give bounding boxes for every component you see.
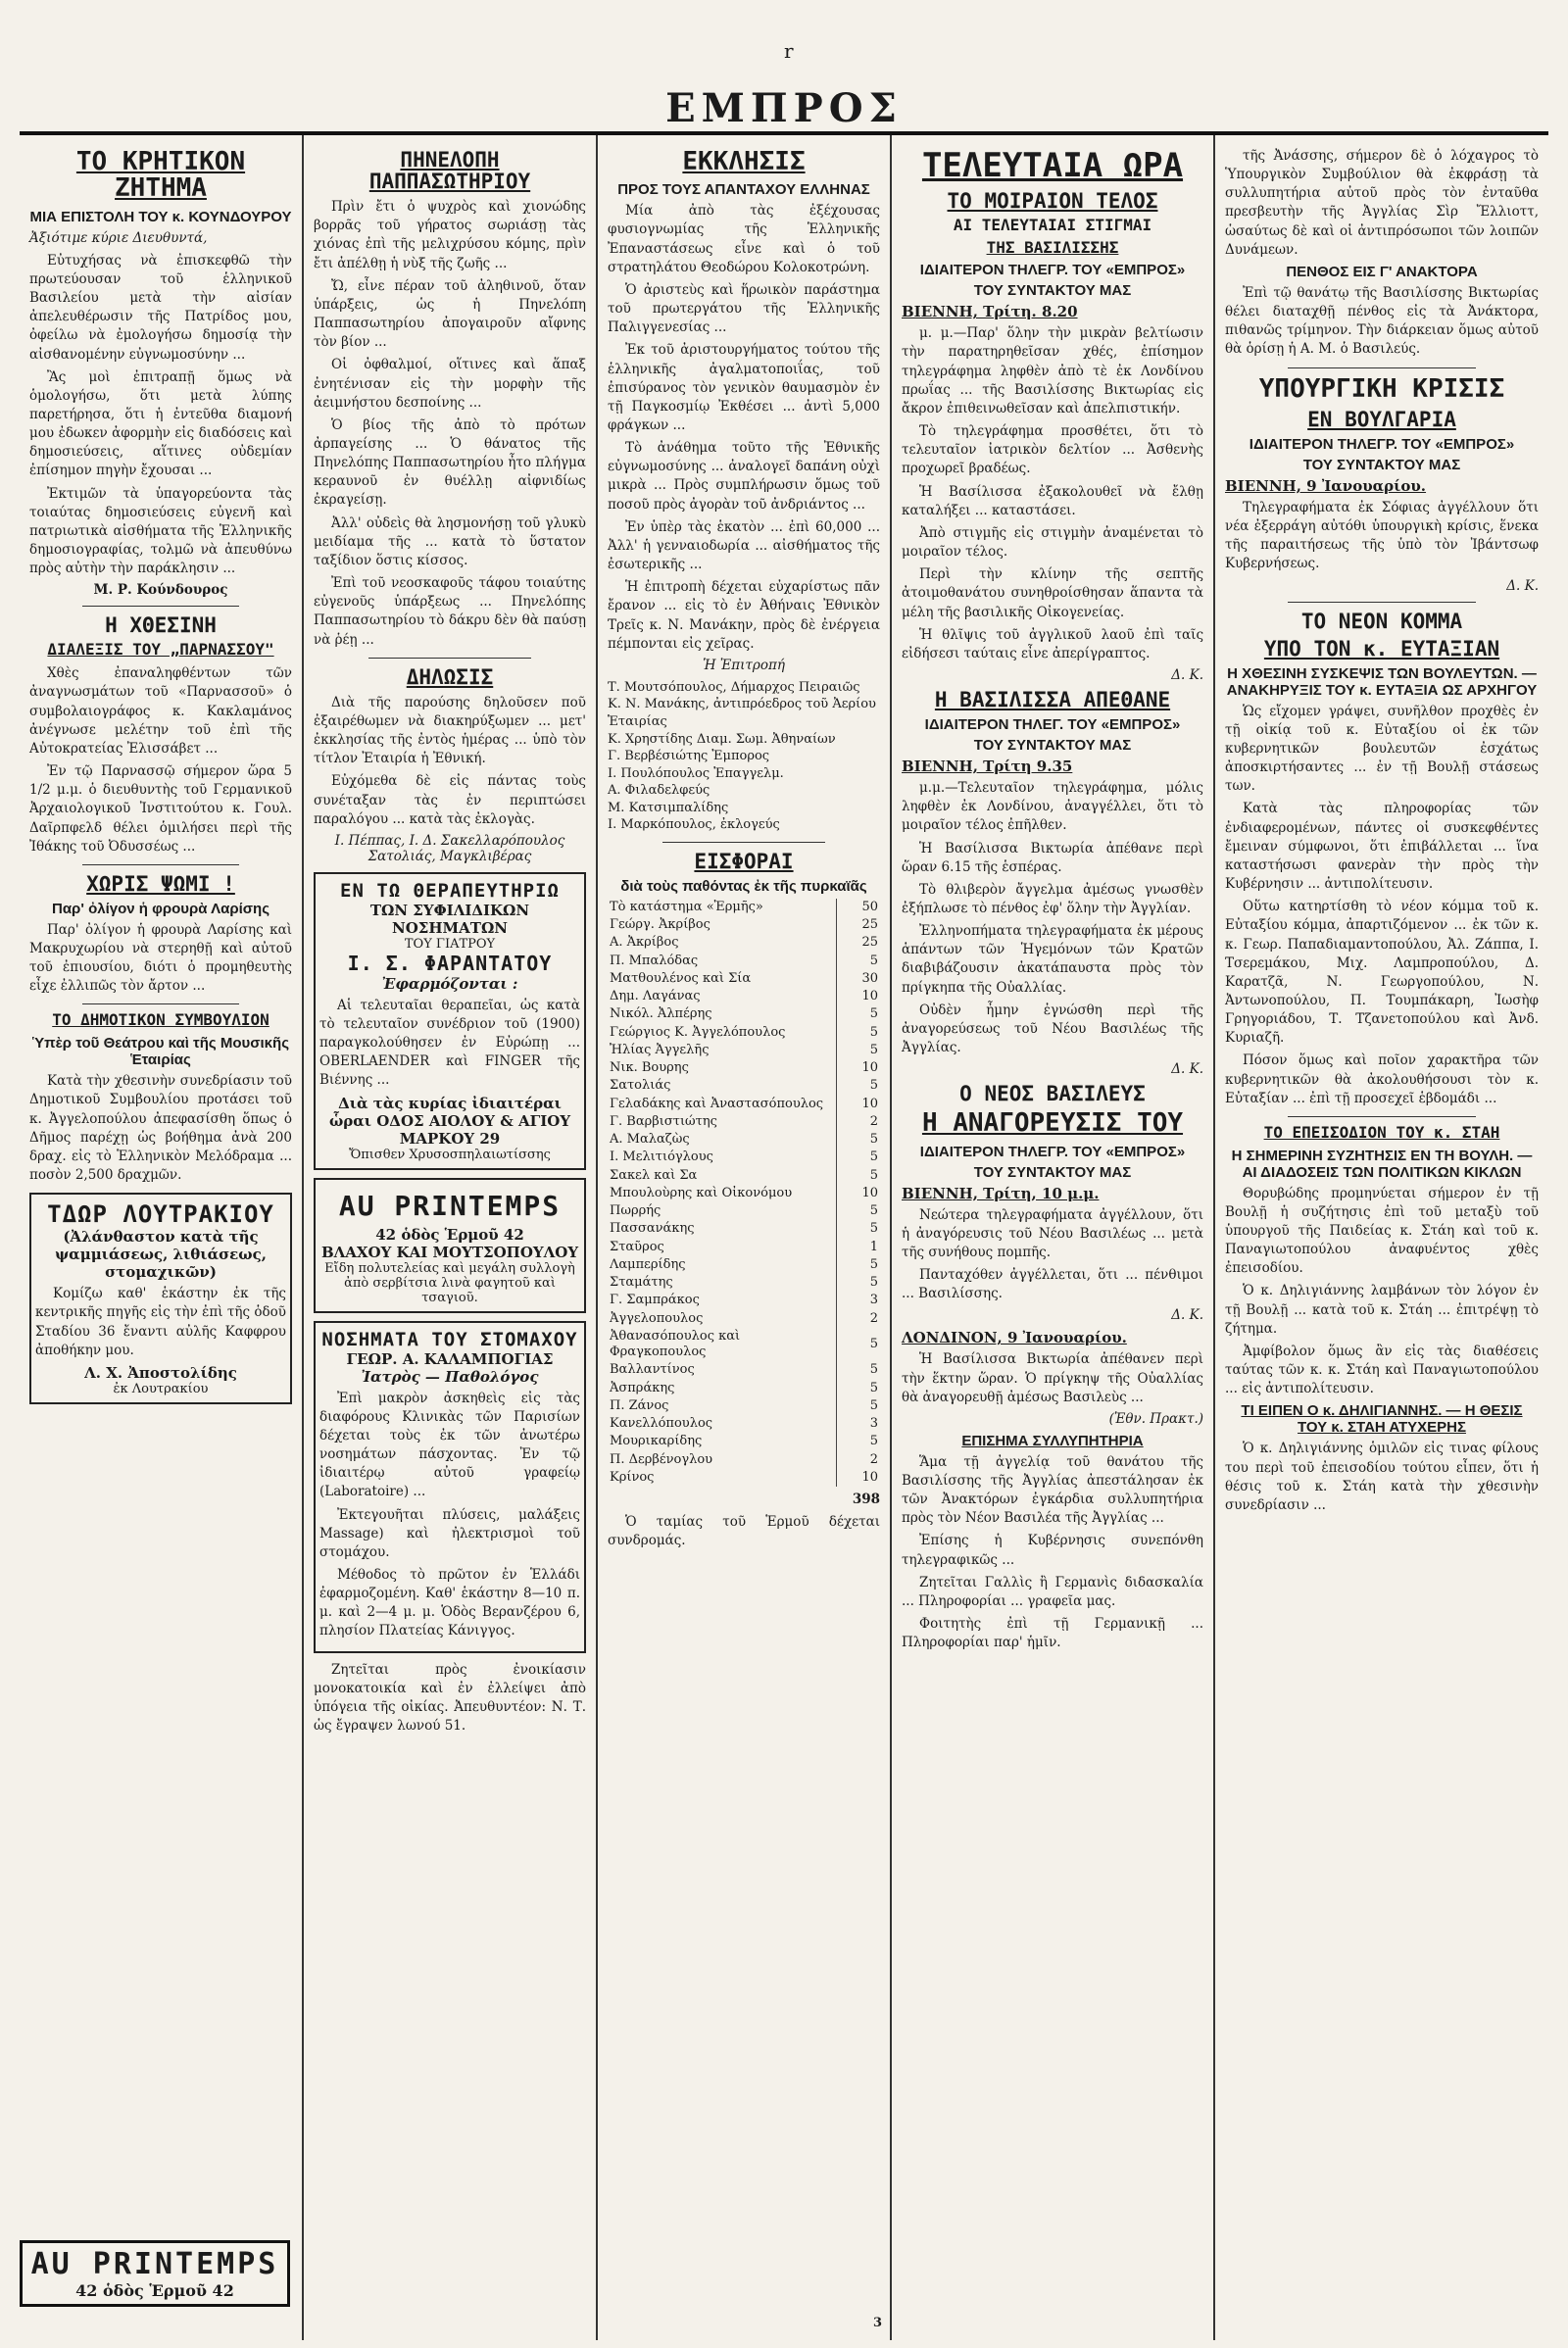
article-paragraph: Διὰ τῆς παρούσης δηλοῦσεν ποῦ ἐξαιρέθωμεν νὰ διακηρύξωμεν ... μετ' ἐκκλησίας τῆς ἐντὸς ἡμέρας ... ὑπὸ τὸν τίτλον Ἐταιρία ἡ Ἐθνική. xyxy=(314,694,586,767)
donation-amount: 1 xyxy=(837,1239,881,1256)
telegram-label: ΤΟΥ ΣΥΝΤΑΚΤΟΥ ΜΑΣ xyxy=(973,282,1132,300)
donor-name: Γεώργ. Ἀκρίβος xyxy=(610,917,710,933)
headline-without-bread: ΧΩΡΙΣ ΨΩΜΙ ! xyxy=(86,871,235,896)
donation-row xyxy=(608,1361,880,1379)
ad-line: ΤΟΥ ΓΙΑΤΡΟΥ xyxy=(404,936,496,952)
ad-title: AU PRINTEMPS xyxy=(338,1189,562,1222)
donor-name: Μουρικαρίδης xyxy=(610,1434,703,1449)
headline-yesterday-lecture: Η ΧΘΕΣΙΝΗ xyxy=(105,613,217,638)
article-paragraph: Ἐκτιμῶν τὰ ὑπαγορεύοντα τὰς τοιαύτας δημοσιεύσεις εὐγενῆ καὶ πατριωτικὰ αἰσθήματα τῆς Ἑλληνικῆς δημοσιογραφίας, τολμῶ νὰ ἀπευθύνω πρὸς αὐτὴν τὴν παράκλησιν ... xyxy=(29,485,292,577)
headline-ministerial-crisis: ΥΠΟΥΡΓΙΚΗ ΚΡΙΣΙΣ xyxy=(1258,373,1505,404)
article-paragraph: Ἐπὶ τοῦ νεοσκαφοῦς τάφου τοιαύτης εὐγενοῦς ὑπάρξεως ... Πηνελόπης Παππασωτηρίου τὸ δάκρυ δὲν θὰ παύσῃ νὰ ῥέῃ ... xyxy=(314,575,586,648)
committee-member: Κ. Ν. Μανάκης, ἀντιπρόεδρος τοῦ Ἀερίου Ἑταιρίας xyxy=(608,697,876,729)
donation-row xyxy=(608,1292,880,1309)
ad-title: ΕΝ ΤΩ ΘΕΡΑΠΕΥΤΗΡΙΩ xyxy=(340,879,560,902)
separator xyxy=(1288,367,1476,368)
donation-row xyxy=(608,1274,880,1292)
article-paragraph: Τηλεγραφήματα ἐκ Σόφιας ἀγγέλλουν ὅτι νέα ἐξερράγη αὐτόθι ὑπουργικὴ κρίσις, ἕνεκα τῆς παραιτήσεως τῆς ὑπὸ τὸν Ἰβάντσωφ Κυβερνήσεως. xyxy=(1225,499,1539,572)
signature: Δ. Κ. xyxy=(1506,577,1539,594)
dateline: ΒΙΕΝΝΗ, Τρίτη 9.35 xyxy=(902,758,1073,776)
donation-row xyxy=(608,899,880,916)
separator xyxy=(368,658,532,659)
donor-name: Δημ. Λαγάνας xyxy=(610,989,701,1004)
article-paragraph: Χθὲς ἐπαναληφθέντων τῶν ἀναγνωσμάτων τοῦ «Παρνασσοῦ» ὁ συμβολαιογράφος κ. Κακλαμάνος ἀνέγνωσε μελέτην τοῦ ἐπὶ τῆς Αὐτοκρατείας Ἐλισσάβετ ... xyxy=(29,665,292,757)
donor-name: Πασσανάκης xyxy=(610,1221,695,1237)
ad-title: ΤΔΩΡ ΛΟΥΤΡΑΚΙΟΥ xyxy=(47,1200,274,1229)
signature: Δ. Κ. xyxy=(1171,1307,1203,1324)
donations-table xyxy=(608,899,880,1487)
donation-amount: 50 xyxy=(837,899,881,916)
article-paragraph: Ἀπὸ στιγμῆς εἰς στιγμὴν ἀναμένεται τὸ μοιραῖον τέλος. xyxy=(902,524,1203,561)
donation-row xyxy=(608,1328,880,1362)
headline-last-hour: ΤΕΛΕΥΤΑΙΑ ΩΡΑ xyxy=(921,146,1184,185)
subhead-debate: Η ΣΗΜΕΡΙΝΗ ΣΥΖΗΤΗΣΙΣ ΕΝ ΤΗ ΒΟΥΛΗ. — ΑΙ ΔΙΑΔΟΣΕΙΣ ΤΩΝ ΠΟΛΙΤΙΚΩΝ ΚΙΚΛΩΝ xyxy=(1231,1147,1533,1181)
article-paragraph: Ἡ ἐπιτροπὴ δέχεται εὐχαρίστως πᾶν ἔρανον ... εἰς τὸ ἐν Ἀθήναις Ἐθνικὸν Τρεῖς κ. Ν. Μανάκην, πρὸς δὲ ἐνέργεια πέμπονται εἰς χεῖρας. xyxy=(608,579,880,652)
ad-au-printemps xyxy=(314,1178,586,1313)
telegram-label: ΤΟΥ ΣΥΝΤΑΚΤΟΥ ΜΑΣ xyxy=(1302,456,1461,473)
donation-amount: 2 xyxy=(837,1113,881,1131)
donor-name: Γεώργιος Κ. Ἀγγελόπουλος xyxy=(610,1024,786,1040)
column-5 xyxy=(1215,135,1548,2340)
donation-amount: 5 xyxy=(837,1149,881,1166)
article-paragraph: μ. μ.—Παρ' ὅλην τὴν μικρὰν βελτίωσιν τὴν παρατηρηθεῖσαν χθές, ἐπίσημον τηλεγράφημα ληφθὲν ἀπὸ τὲ ἐκ Λονδίνου πρωΐας ... τῆς Βασιλίσσης Βικτωρίας εἰς ἄκρον ἐπιθεινωθεῖσαν καὶ ἀπελπιστικήν. xyxy=(902,325,1203,416)
article-paragraph: Πόσον ὅμως καὶ ποῖον χαρακτῆρα τῶν κυβερνητικῶν θὰ ἀκολουθήσουσι τὸν κ. Εὐταξίαν ... ἐπὶ τῇ προσεχεῖ ἑβδομάδι ... xyxy=(1225,1052,1539,1106)
donor-name: Νικόλ. Ἀλπέρης xyxy=(610,1006,712,1022)
donation-row xyxy=(608,1202,880,1220)
donation-row xyxy=(608,1256,880,1274)
telegram-label: ΙΔΙΑΙΤΕΡΟΝ ΤΗΛΕΓΡ. ΤΟΥ «ΕΜΠΡΟΣ» xyxy=(919,262,1186,279)
headline-eftaxias: ΥΠΟ ΤΟΝ κ. ΕΥΤΑΞΙΑΝ xyxy=(1263,636,1500,660)
separator xyxy=(1288,602,1476,603)
classified-ad: Ζητεῖται Γαλλὶς ἢ Γερμανὶς διδασκαλία ... Πληροφορίαι ... γραφεῖα μας. xyxy=(902,1574,1203,1609)
donation-amount: 5 xyxy=(837,1380,881,1397)
masthead-title: ΕΜΠΡΟΣ xyxy=(665,85,903,131)
article-paragraph: Ἐπὶ τῷ θανάτῳ τῆς Βασιλίσσης Βικτωρίας θέλει διαταχθῇ πένθος εἰς τὰ Ἀνάκτορα, πιθανῶς τρίμηνον. Τὴν διάρκειαν ὅμως αὐτοῦ θὰ ὁρίσῃ ἡ Α. Μ. ὁ Βασιλεύς. xyxy=(1225,284,1539,358)
ad-au-printemps-footer xyxy=(20,2240,290,2307)
ad-body: Ἐκτεγουῆται πλύσεις, μαλάξεις Massage) καὶ ἠλεκτρισμοὶ τοῦ στομάχου. xyxy=(319,1506,580,1560)
masthead xyxy=(20,18,1548,131)
donation-row xyxy=(608,1149,880,1166)
article-paragraph: Ὁ βίος τῆς ἀπὸ τὸ πρότων ἀρπαγείσης ... Ὁ θάνατος τῆς Πηνελόπης Παππασωτηρίου ἦτο πλήγμα κεραυνοῦ ἐν θυέλλῃ αἰφνιδίως ἐκραγείσῃ. xyxy=(314,416,586,509)
donor-name: Λαμπερίδης xyxy=(610,1256,686,1272)
ad-loutraki-water xyxy=(29,1193,292,1404)
ad-line: Ὄπισθεν Χρυσοσπηλαιωτίσσης xyxy=(349,1147,551,1162)
headline-deligiannis: ΤΙ ΕΙΠΕΝ Ο κ. ΔΗΛΙΓΙΑΝΝΗΣ. — Η ΘΕΣΙΣ ΤΟΥ κ. ΣΤΑΗ ΑΤΥΧΕΡΗΣ xyxy=(1241,1402,1523,1437)
columns xyxy=(20,135,1548,2340)
ad-subtitle: (Ἀλάνθαστον κατὰ τῆς ψαμμιάσεως, λιθιάσεως, στομαχικῶν) xyxy=(55,1228,267,1282)
donation-row xyxy=(608,1042,880,1059)
headline-queen-died: Η ΒΑΣΙΛΙΣΣΑ ΑΠΕΘΑΝΕ xyxy=(934,687,1171,711)
column-4 xyxy=(892,135,1215,2340)
article-paragraph: Οἱ ὀφθαλμοί, οἵτινες καὶ ἅπαξ ἐνητένισαν εἰς τὴν μορφὴν τῆς ἀειμνήστου δεσποίνης ... xyxy=(314,357,586,411)
article-paragraph: Ἡ θλῖψις τοῦ ἀγγλικοῦ λαοῦ ἐπὶ ταῖς εἰδήσεσι ταύταις εἶνε ἀπερίγραπτος. xyxy=(902,626,1203,661)
committee-member: Τ. Μουτσόπουλος, Δήμαρχος Πειραιῶς xyxy=(608,679,860,695)
donation-amount: 5 xyxy=(837,1077,881,1095)
article-paragraph: Τὸ θλιβερὸν ἄγγελμα ἀμέσως γνωσθὲν ἐξήπλωσε τὸ πένθος ἐφ' ὅλην τὴν Ἀγγλίαν. xyxy=(902,881,1203,916)
ad-doctor-name: ΓΕΩΡ. Α. ΚΑΛΑΜΠΟΓΙΑΣ xyxy=(346,1349,554,1368)
ad-address: Διὰ τὰς κυρίας ἰδιαιτέραι ὧραι ΟΔΟΣ ΑΙΟΛΟΥ & ΑΓΙΟΥ ΜΑΡΚΟΥ 29 xyxy=(328,1094,571,1148)
committee-member: Μ. Κατσιμπαλίδης xyxy=(608,800,729,815)
separator xyxy=(1288,1116,1476,1117)
total-value: 398 xyxy=(852,1492,880,1508)
donor-name: Κανελλόπουλος xyxy=(610,1416,713,1432)
headline-last-moments: ΑΙ ΤΕΛΕΥΤΑΙΑΙ ΣΤΙΓΜΑΙ xyxy=(953,215,1152,234)
donation-row xyxy=(608,1059,880,1077)
article-paragraph: Οὐδὲν ἦμην ἐγνώσθη περὶ τῆς ἀναγορεύσεως τοῦ Νέου Βασιλέως τῆς Ἀγγλίας. xyxy=(902,1002,1203,1056)
donor-name: Ἀγγελοπουλος xyxy=(610,1310,704,1326)
article-paragraph: Ἀλλ' οὐδεὶς θὰ λησμονήσῃ τοῦ γλυκὺ μειδίαμα τῆς ... κατὰ τὸ ὕστατον ταξίδιον ὅστις κίσσος. xyxy=(314,514,586,568)
subhead-appeal: ΠΡΟΣ ΤΟΥΣ ΑΠΑΝΤΑΧΟΥ ΕΛΛΗΝΑΣ xyxy=(617,181,870,199)
headline-of-queen: ΤΗΣ ΒΑΣΙΛΙΣΣΗΣ xyxy=(986,237,1119,257)
headline-declaration: ΔΗΛΩΣΙΣ xyxy=(406,664,494,689)
donation-row xyxy=(608,934,880,952)
article-paragraph: Πρὶν ἔτι ὁ ψυχρὸς καὶ χιονώδης βορρᾶς τοῦ γήρατος σωριάσῃ τὰς χιόνας ἐπὶ τῆς μελιχρύσου κόμης, πρὶν ἔτι ἀπέλθῃ ἡ νὺξ τῆς ζωῆς ... xyxy=(314,199,586,271)
donation-amount: 10 xyxy=(837,1096,881,1113)
donor-name: Γελαδάκης καὶ Ἀναστασόπουλος xyxy=(610,1096,824,1111)
donation-row xyxy=(608,988,880,1005)
donation-row xyxy=(608,1096,880,1113)
article-paragraph: Ἐν ὑπὲρ τὰς ἑκατὸν ... ἐπὶ 60,000 ... Ἀλλ' ἡ γενναιοδωρία ... αἰσθήματος τῆς ἐσωτερικῆς ... xyxy=(608,518,880,573)
donation-amount: 5 xyxy=(837,953,881,970)
article-paragraph: Ἡ Βασίλισσα Βικτωρία ἀπέθανεν περὶ τὴν ἕκτην ὥραν. Ὁ πρίγκηψ τῆς Οὐαλλίας θὰ ἀναγορευθῇ ἀμέσως Βασιλεὺς ... xyxy=(902,1351,1203,1405)
subhead-koundouros-letter: ΜΙΑ ΕΠΙΣΤΟΛΗ ΤΟΥ κ. ΚΟΥΝΔΟΥΡΟΥ xyxy=(29,208,292,225)
donations-footnote: Ὁ ταμίας τοῦ Ἑρμοῦ δέχεται συνδρομάς. xyxy=(608,1514,880,1549)
donor-name: Α. Μαλαζὼς xyxy=(610,1132,690,1148)
headline-contributions: ΕΙΣΦΟΡΑΙ xyxy=(694,849,794,873)
ad-line: Ἐφαρμόζονται : xyxy=(381,974,518,993)
article-paragraph: Πανταχόθεν ἀγγέλλεται, ὅτι ... πένθιμοι ... Βασιλίσσης. xyxy=(902,1267,1203,1302)
article-paragraph: Οὕτω κατηρτίσθη τὸ νέον κόμμα τοῦ κ. Εὐταξίου κόμμα, ἀπαρτιζόμενον ... ἐκ τῶν κ. κ. Γεωρ. Παπαδιαμαντοπούλου, Ἀλ. Ζάππα, Ι. Τσερεμάκου, Μιχ. Λαμπροπούλου, Δ. Καρατζᾶ, Ν. Γεωργοπούλου, Ν. Ἀντωνοπούλου, Π. Τουμπάκαρη, Ἰωσὴφ Γρηγοριάδου, Τ. Τζανετοπούλου καὶ Ἀνδ. Κυριαζῆ. xyxy=(1225,899,1539,1047)
article-paragraph: Ὡς εἴχομεν γράψει, συνῆλθον προχθὲς ἐν τῇ οἰκίᾳ τοῦ κ. Εὐταξίου οἱ ἐκ τῶν κυβερνητικῶν βουλευτῶν ἐσχάτως ἀποσκιρτήσαντες ... ἐν τῇ Βουλῇ στάσεως των. xyxy=(1225,703,1539,795)
committee-member: Ι. Πουλόπουλος Ἐπαγγελμ. xyxy=(608,765,784,781)
donation-amount: 5 xyxy=(837,1167,881,1185)
donation-amount: 5 xyxy=(837,1361,881,1379)
dateline: ΒΙΕΝΝΗ, Τρίτη, 10 μ.μ. xyxy=(902,1184,1100,1202)
ad-signature: Λ. Χ. Ἀποστολίδης xyxy=(84,1363,237,1382)
signature: Ι. Πέππας, Ι. Δ. Σακελλαρόπουλος Σατολιάς, Μαγκλιβέρας xyxy=(334,832,565,864)
donation-amount: 3 xyxy=(837,1415,881,1433)
donor-name: Ἠλίας Ἀγγελῆς xyxy=(610,1042,710,1057)
donation-amount: 5 xyxy=(837,1024,881,1042)
telegram-label: ΤΟΥ ΣΥΝΤΑΚΤΟΥ ΜΑΣ xyxy=(973,1163,1132,1181)
separator xyxy=(82,864,240,865)
ad-body: Αἱ τελευταῖαι θεραπεῖαι, ὡς κατὰ τὸ τελευταῖον συνέδριον τοῦ (1900) παραγκολούθησεν ἐν Εὐρώπῃ ... OBERLAENDER καὶ FINGER τῆς Βιέννης ... xyxy=(319,997,580,1089)
donation-row xyxy=(608,1397,880,1415)
dateline: ΒΙΕΝΝΗ, Τρίτη. 8.20 xyxy=(902,303,1078,321)
donation-row xyxy=(608,1415,880,1433)
telegram-label: ΙΔΙΑΙΤΕΡΟΝ ΤΗΛΕΓΡ. ΤΟΥ «ΕΜΠΡΟΣ» xyxy=(1249,435,1515,453)
donor-name: Βαλλαντίνος xyxy=(610,1362,695,1378)
headline-cretan-question: ΤΟ ΚΡΗΤΙΚΟΝ ΖΗΤΗΜΑ xyxy=(75,147,246,204)
ad-specialty: Ἰατρὸς — Παθολόγος xyxy=(361,1367,539,1386)
donor-name: Α. Ἀκρίβος xyxy=(610,935,679,951)
donation-amount: 5 xyxy=(837,1433,881,1450)
article-paragraph: μ.μ.—Τελευταῖον τηλεγράφημα, μόλις ληφθὲν ἐκ Λονδίνου, ἀναγγέλλει, ὅτι τὸ μοιραῖον τέλος ἐπῆλθεν. xyxy=(902,780,1203,834)
subhead-meeting: Η ΧΘΕΣΙΝΗ ΣΥΣΚΕΨΙΣ ΤΩΝ ΒΟΥΛΕΥΤΩΝ. — ΑΝΑΚΗΡΥΞΙΣ ΤΟΥ κ. ΕΥΤΑΞΙΑ ΩΣ ΑΡΧΗΓΟΥ xyxy=(1226,664,1538,699)
donor-name: Σακελ καὶ Σα xyxy=(610,1167,698,1183)
telegram-label: ΙΔΙΑΙΤΕΡΟΝ ΤΗΛΕΓΡ. ΤΟΥ «ΕΜΠΡΟΣ» xyxy=(919,1143,1186,1160)
donation-amount: 3 xyxy=(837,1292,881,1309)
article-paragraph: Ἡ Βασίλισσα ἐξακολουθεῖ νὰ ἔλθῃ καταλήξει ... καταστάσει. xyxy=(902,483,1203,518)
ad-address: 42 ὁδὸς Ἑρμοῦ 42 xyxy=(375,1225,524,1244)
headline-fatal-end: ΤΟ ΜΟΙΡΑΙΟΝ ΤΕΛΟΣ xyxy=(947,188,1158,213)
headline-new-party: ΤΟ ΝΕΟΝ ΚΟΜΜΑ xyxy=(1300,609,1463,633)
donation-row xyxy=(608,1380,880,1397)
article-paragraph: Ἀμφίβολον ὅμως ἂν εἰς τὰς διαθέσεις ταύτας τῶν κ. κ. Στάη καὶ Παναγιωτοπούλου ... εἰς ἀντιπολίτευσιν. xyxy=(1225,1343,1539,1397)
subhead-contributions: διὰ τοὺς παθόντας ἐκ τῆς πυρκαϊᾶς xyxy=(620,877,867,895)
subhead-larisa: Παρ' ὀλίγον ἡ φρουρὰ Λαρίσης xyxy=(52,900,270,917)
donation-row xyxy=(608,1005,880,1023)
column-2 xyxy=(304,135,598,2340)
donation-row xyxy=(608,1220,880,1238)
article-paragraph: Ἐλληνοπήματα τηλεγραφήματα ἐκ μέρους ἁπάντων τῶν Ἡγεμόνων τῶν Κρατῶν διαβιβάζουσιν ἀκατάπαυστα πρὸς τὸν πρίγκηπα τῆς Οὐαλλίας. xyxy=(902,923,1203,996)
donor-name: Τὸ κατάστημα «Ἐρμῆς» xyxy=(610,899,763,914)
article-paragraph: Ἐκ τοῦ ἀριστουργήματος τούτου τῆς ἑλληνικῆς ἀγαλματοποιΐας, τοῦ ἐπισύρανος τὸν γενικὸν θαυμασμὸν ἐν τῇ Παγκοσμίῳ Ἐκθέσει ... ἀντὶ 5,000 φράγκων ... xyxy=(608,342,880,434)
article-paragraph: Ὁ κ. Δηλιγιάννης ὁμιλῶν εἰς τινας φίλους του περὶ τοῦ ἐπεισοδίου τούτου εἶπεν, ὅτι ἡ θέσις τοῦ κ. Στάη κατὰ τὴν χθεσινὴν συνεδρίασιν ... xyxy=(1225,1441,1539,1513)
signature: (Ἐθν. Πρακτ.) xyxy=(1108,1410,1203,1427)
donations-total xyxy=(608,1491,880,1509)
ad-owners: ΒΛΑΧΟΥ ΚΑΙ ΜΟΥΤΣΟΠΟΥΛΟΥ xyxy=(320,1243,579,1261)
donor-name: Γ. Βαρβιστιώτης xyxy=(610,1113,717,1129)
ad-place: ἐκ Λουτρακίου xyxy=(113,1381,209,1396)
donor-name: Ἀσπράκης xyxy=(610,1380,675,1395)
donation-row xyxy=(608,970,880,988)
signature: Δ. Κ. xyxy=(1171,666,1203,683)
article-paragraph: Κατὰ τὴν χθεσινὴν συνεδρίασιν τοῦ Δημοτικοῦ Συμβουλίου προτάσει τοῦ κ. Ἀγγελοπούλου ἀπεφασίσθη ὅπως ὁ Δῆμος παρέχῃ ὡς βοήθημα ἀνὰ 200 δραχ. εἰς τὸ Ἑλληνικὸν Μελόδραμα ... ποσὸν 2,500 δραχμῶν. xyxy=(29,1073,292,1184)
donation-amount: 2 xyxy=(837,1451,881,1469)
donor-name: Γ. Σαμπράκος xyxy=(610,1293,700,1308)
article-paragraph: Ἐν τῷ Παρνασσῷ σήμερον ὥρα 5 1/2 μ.μ. ὁ διευθυντὴς τοῦ Γερμανικοῦ Ἀρχαιολογικοῦ Ἰνστιτούτου κ. Γουλ. Δαῖρπφελδ θέλει ὁμιλήσει περὶ τῆς Ἰθάκης τοῦ Ὀδυσσέως ... xyxy=(29,763,292,855)
donation-row xyxy=(608,953,880,970)
ad-footer-title: AU PRINTEMPS xyxy=(30,2247,279,2281)
donation-amount: 5 xyxy=(837,1202,881,1220)
article-paragraph: Μία ἀπὸ τὰς ἐξέχουσας φυσιογνωμίας τῆς Ἑλληνικῆς Ἐπαναστάσεως εἶνε καὶ ὁ τοῦ στρατηλάτου Θεοδώρου Κολοκοτρώνη. xyxy=(608,203,880,275)
donation-row xyxy=(608,1185,880,1202)
ad-footer-address: 42 ὁδὸς Ἑρμοῦ 42 xyxy=(75,2281,234,2300)
donation-amount: 5 xyxy=(837,1131,881,1149)
donation-amount: 10 xyxy=(837,1185,881,1202)
headline-condolences: ΕΠΙΣΗΜΑ ΣΥΛΛΥΠΗΤΗΡΙΑ xyxy=(961,1432,1144,1449)
column-1 xyxy=(20,135,304,2340)
article-paragraph: Ὁ ἀριστεὺς καὶ ἥρωικὸν παράστημα τοῦ πρωτεργάτου τῆς Ἑλληνικῆς Παλιγγενεσίας ... xyxy=(608,281,880,336)
article-paragraph: Ἂς μοὶ ἐπιτραπῇ ὅμως νὰ ὁμολογήσω, ὅτι μετὰ λύπης παρετήρησα, ὅτι ἡ ἐντεῦθα διαμονή μου ἐδωκεν ἀφορμὴν εἰς διαδόσεις καὶ δημοσιεύσεις, αἵτινες οὐδεμίαν ἐπίσημον πηγὴν ἔχουσαι ... xyxy=(29,368,292,479)
donation-row xyxy=(608,1131,880,1149)
article-paragraph: Εὐχόμεθα δὲ εἰς πάντας τοὺς συνέταξαν τὰς ἐν περιπτώσει παραλόγου ... κατὰ τὰς ἐκλογὰς. xyxy=(314,773,586,827)
signature: Μ. Ρ. Κούνδουρος xyxy=(93,582,228,599)
ad-stomach-doctor xyxy=(314,1321,586,1653)
donation-row xyxy=(608,916,880,934)
classified-ad: Ζητεῖται πρὸς ἐνοικίασιν μονοκατοικία καὶ ἐν ἐλλείψει ἀπὸ ὑπόγεια τῆς οἰκίας. Ἀπευθυντέον: Ν. Τ. ὡς ἔγραψεν λωνού 51. xyxy=(314,1661,586,1735)
donor-name: Νικ. Βουρης xyxy=(610,1060,689,1076)
donor-name: Ι. Μελιτιόγλους xyxy=(610,1150,713,1165)
headline-appeal: ΕΚΚΛΗΣΙΣ xyxy=(682,147,806,176)
donation-amount: 10 xyxy=(837,988,881,1005)
headline-mourning: ΠΕΝΘΟΣ ΕΙΣ Γ' ΑΝΑΚΤΟΡΑ xyxy=(1286,263,1478,280)
page-number: 3 xyxy=(872,2316,882,2330)
dateline: ΒΙΕΝΝΗ, 9 Ἰανουαρίου. xyxy=(1225,476,1427,495)
subhead-theatre: Ὑπὲρ τοῦ Θεάτρου καὶ τῆς Μουσικῆς Ἑταιρίας xyxy=(31,1035,290,1069)
article-paragraph: Θορυβώδης προμηνύεται σήμερον ἐν τῇ Βουλῇ ἡ συζήτησις ἐπὶ τοῦ μεταξὺ τοῦ ὑπουργοῦ τῆς Παιδείας κ. Στάη καὶ τοῦ κ. Παναγιωτοπούλου ἀναφυέντος χθὲς ἐπεισοδίου. xyxy=(1225,1185,1539,1277)
donation-row xyxy=(608,1077,880,1095)
donor-name: Κρίνος xyxy=(610,1469,655,1485)
ad-doctor-name: Ι. Σ. ΦΑΡΑΝΤΑΤΟΥ xyxy=(347,951,553,975)
committee-list xyxy=(608,679,880,834)
telegram-label: ΙΔΙΑΙΤΕΡΟΝ ΤΗΛΕΓ. ΤΟΥ «ΕΜΠΡΟΣ» xyxy=(924,716,1181,734)
donation-amount: 5 xyxy=(837,1256,881,1274)
donor-name: Π. Δερβένογλου xyxy=(610,1451,713,1467)
donor-name: Μπουλοὺρης καὶ Οἰκονόμου xyxy=(610,1185,793,1200)
classified-ad: Φοιτητὴς ἐπὶ τῇ Γερμανικῇ ... Πληροφορίαι παρ' ἡμῖν. xyxy=(902,1616,1203,1651)
donor-name: Σταῦρος xyxy=(610,1239,664,1254)
ad-body: Εἴδη πολυτελείας καὶ μεγάλη συλλογὴ ἀπὸ σερβίτσια λινὰ φαγητοῦ καὶ τσαγιοῦ. xyxy=(324,1260,575,1305)
article-paragraph: τῆς Ἀνάσσης, σήμερον δὲ ὁ λόχαγρος τὸ Ὑπουργικὸν Συμβούλιον θὰ ἐκφράσῃ τὰ συλλυπητήρια αὐτοῦ πρὸς τὸν ἐνταῦθα πρεσβευτὴν τῆς Ἀγγλίας Σὶρ Ἔλλιοττ, ὡσαύτως δὲ καὶ οἱ ἀντιπρόσωποι τῶν λοιπῶν Δυνάμεων. xyxy=(1225,148,1539,258)
donation-amount: 5 xyxy=(837,1042,881,1059)
headline-proclamation: Η ΑΝΑΓΟΡΕΥΣΙΣ ΤΟΥ xyxy=(921,1108,1184,1139)
donation-amount: 10 xyxy=(837,1469,881,1487)
donation-amount: 30 xyxy=(837,970,881,988)
article-paragraph: Ὁ κ. Δηλιγιάννης λαμβάνων τὸν λόγον ἐν τῇ Βουλῇ ... κατὰ τοῦ κ. Στάη ... ἐπιτρέψῃ τὸ ζήτημα. xyxy=(1225,1283,1539,1337)
committee-member: Κ. Χρηστίδης Διαμ. Σωμ. Ἀθηναίων xyxy=(608,731,836,747)
committee-member: Γ. Βερβέσιώτης Ἐμπορος xyxy=(608,749,770,764)
donation-row xyxy=(608,1451,880,1469)
article-paragraph: Ὤ, εἶνε πέραν τοῦ ἀληθινοῦ, ὅταν ὑπάρξεις, ὡς ἡ Πηνελόπη Παππασωτηρίου ἀπογαιροῦν αἴφνης τὸν βίον ... xyxy=(314,277,586,351)
donation-row xyxy=(608,1469,880,1487)
masthead-mark: r xyxy=(784,39,794,63)
donation-amount: 10 xyxy=(837,1059,881,1077)
headline-penelope: ΠΗΝΕΛΟΠΗ ΠΑΠΠΑΣΩΤΗΡΙΟΥ xyxy=(368,148,531,194)
dateline: ΛΟΝΔΙΝΟΝ, 9 Ἰανουαρίου. xyxy=(902,1329,1127,1347)
headline-municipal-council: ΤΟ ΔΗΜΟΤΙΚΟΝ ΣΥΜΒΟΥΛΙΟΝ xyxy=(52,1010,270,1030)
ad-title: ΝΟΣΗΜΑΤΑ ΤΟΥ ΣΤΟΜΑΧΟΥ xyxy=(321,1328,578,1350)
headline-stais-incident: ΤΟ ΕΠΕΙΣΟΔΙΟΝ ΤΟΥ κ. ΣΤΑΗ xyxy=(1263,1122,1500,1142)
article-paragraph: Τὸ ἀνάθημα τοῦτο τῆς Ἐθνικῆς εὐγνωμοσύνης ... ἀναλογεῖ δαπάνη οὐχὶ μικρὰ ... Πρὸς συμπλήρωσιν ὅμως τοῦ ποσοῦ πρὸς ἀγορὰν τοῦ ἀνδριάντος ... xyxy=(608,440,880,513)
committee-member: Ι. Μαρκόπουλος, ἐκλογεύς xyxy=(608,817,780,833)
donation-amount: 5 xyxy=(837,1397,881,1415)
donation-row xyxy=(608,1024,880,1042)
article-paragraph: Νεώτερα τηλεγραφήματα ἀγγέλλουν, ὅτι ἡ ἀναγόρευσις τοῦ Νέου Βασιλέως ... μετὰ τῆς συνήθους πομπῆς. xyxy=(902,1206,1203,1260)
ad-body: Κομίζω καθ' ἑκάστην ἐκ τῆς κεντρικῆς πηγῆς εἰς τὴν ἐπὶ τῆς ὁδοῦ Σταδίου 36 ἔναντι αὐλῆς Καφφρου ἀποθήκην μου. xyxy=(35,1286,286,1358)
committee-member: Α. Φιλαδελφεύς xyxy=(608,783,710,799)
committee-title: Ἡ Ἐπιτροπή xyxy=(703,657,785,673)
donation-amount: 25 xyxy=(837,916,881,934)
headline-new-king: Ο ΝΕΟΣ ΒΑΣΙΛΕΥΣ xyxy=(959,1082,1146,1106)
article-paragraph: Τὸ τηλεγράφημα προσθέτει, ὅτι τὸ τελευταῖον ἰατρικὸν δελτίον ... Ἀσθενὴς προχωρεῖ βραδέως. xyxy=(902,423,1203,477)
separator xyxy=(82,606,240,607)
donor-name: Π. Μπαλόδας xyxy=(610,953,699,968)
article-paragraph: Κατὰ τὰς πληροφορίας τῶν ἐνδιαφερομένων, πάντες οἱ συσκεφθέντες ἔμειναν σύμφωνοι, ὅτι ἐπιβάλλεται ... ἵνα καταστήσωσι φανερὰν τὴν πρὸς τὴν Κυβέρνησιν ... ἀντιπολίτευσιν. xyxy=(1225,801,1539,893)
article-paragraph: Ἐπίσης ἡ Κυβέρνησις συνεπόνθη τηλεγραφικῶς ... xyxy=(902,1533,1203,1568)
article-paragraph: Ἅμα τῇ ἀγγελίᾳ τοῦ θανάτου τῆς Βασιλίσσης τῆς Ἀγγλίας ἀπεστάλησαν ἐκ τῶν Ἀνακτόρων ἐγκάρδια συλλυπητήρια πρὸς τὸν Νέον Βασιλέα τῆς Ἀγγλίας ... xyxy=(902,1453,1203,1527)
donor-name: Σατολιάς xyxy=(610,1078,671,1094)
headline-in-bulgaria: ΕΝ ΒΟΥΛΓΑΡΙΑ xyxy=(1307,407,1456,431)
signature: Δ. Κ. xyxy=(1171,1061,1203,1078)
article-paragraph: Παρ' ὀλίγον ἡ φρουρὰ Λαρίσης καὶ Μακρυχωρίου νὰ στερηθῇ καὶ αὐτοῦ τοῦ ἐπιουσίου, διότι ὁ προμηθευτὴς εἶχε ἐλλιπῶς τὸν ἄρτον ... xyxy=(29,921,292,995)
donor-name: Ἀθανασόπουλος καὶ Φραγκοπουλος xyxy=(610,1328,741,1360)
article-paragraph: Εὐτυχήσας νὰ ἐπισκεφθῶ τὴν πρωτεύουσαν τοῦ ἑλληνικοῦ Βασιλείου μετὰ τὴν αἰσίαν ἀπελευθέρωσιν τῆς Πατρίδος μου, ὀφείλω νὰ ἐμολογήσω δημοσίᾳ τὴν αἰσθανομένην εὐγνωμοσύνην ... xyxy=(29,252,292,363)
donation-row xyxy=(608,1433,880,1450)
separator xyxy=(662,842,826,843)
donation-row xyxy=(608,1239,880,1256)
donation-amount: 5 xyxy=(837,1220,881,1238)
ad-subtitle: ΤΩΝ ΣΥΦΙΛΙΔΙΚΩΝ ΝΟΣΗΜΑΤΩΝ xyxy=(369,901,530,937)
telegram-label: ΤΟΥ ΣΥΝΤΑΚΤΟΥ ΜΑΣ xyxy=(973,737,1132,755)
donation-amount: 2 xyxy=(837,1310,881,1328)
salutation: Ἀξιότιμε κύριε Διευθυντά, xyxy=(29,229,208,246)
donation-amount: 5 xyxy=(837,1328,881,1362)
column-3 xyxy=(598,135,892,2340)
article-paragraph: Περὶ τὴν κλίνην τῆς σεπτῆς ἀτοιμοθανάτου συνηθροίσθησαν ἅπαντα τὰ μέλη τῆς βασιλικῆς Οἰκογενείας. xyxy=(902,566,1203,620)
donation-row xyxy=(608,1167,880,1185)
donation-row xyxy=(608,1113,880,1131)
donor-name: Σταμάτης xyxy=(610,1275,673,1291)
article-paragraph: Ἡ Βασίλισσα Βικτωρία ἀπέθανε περὶ ὥραν 6.15 τῆς ἑσπέρας. xyxy=(902,840,1203,875)
donation-row xyxy=(608,1310,880,1328)
donor-name: Π. Ζάνος xyxy=(610,1397,669,1413)
headline-parnassos: ΔΙΑΛΕΞΙΣ ΤΟΥ „ΠΑΡΝΑΣΣΟΥ" xyxy=(47,640,274,660)
ad-syphilis-clinic xyxy=(314,872,586,1170)
ad-body: Ἐπὶ μακρὸν ἀσκηθεὶς εἰς τὰς διαφόρους Κλινικὰς τῶν Παρισίων δέχεται τοὺς ἐκ τῶν ἀνωτέρω νοσημάτων πάσχοντας. Ἐν τῷ ἰδιαιτέρῳ αὐτοῦ γραφείῳ (Laboratoire) ... xyxy=(319,1390,580,1500)
ad-body: Μέθοδος τὸ πρῶτον ἐν Ἑλλάδι ἐφαρμοζομένη. Καθ' ἑκάστην 8—10 π. μ. καὶ 2—4 μ. μ. Ὁδὸς Βερανζέρου 6, πλησίον Πλατείας Κάνιγγος. xyxy=(319,1567,580,1639)
donor-name: Ματθουλένος καὶ Σία xyxy=(610,970,752,986)
donation-amount: 25 xyxy=(837,934,881,952)
donation-amount: 5 xyxy=(837,1274,881,1292)
donor-name: Πωρρής xyxy=(610,1203,662,1219)
donation-amount: 5 xyxy=(837,1005,881,1023)
separator xyxy=(82,1003,240,1004)
